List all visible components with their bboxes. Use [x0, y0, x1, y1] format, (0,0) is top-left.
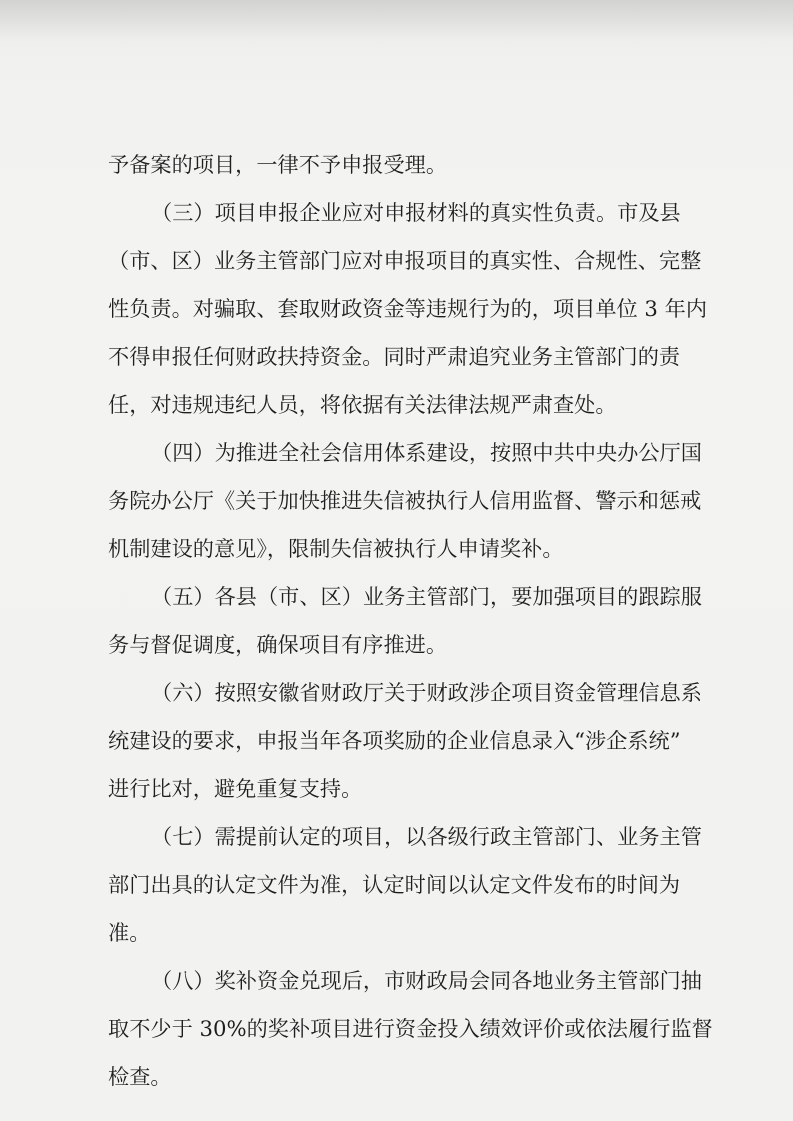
paragraph-line: 机制建设的意见》，限制失信被执行人申请奖补。	[108, 536, 564, 561]
paragraph-line: 检查。	[108, 1064, 172, 1089]
paragraph-line: （六）按照安徽省财政厅关于财政涉企项目资金管理信息系	[151, 680, 702, 705]
paragraph-line: （三）项目申报企业应对申报材料的真实性负责。市及县	[151, 200, 681, 225]
paragraph-line: 部门出具的认定文件为准，认定时间以认定文件发布的时间为	[108, 872, 681, 897]
paragraph-line: （八）奖补资金兑现后，市财政局会同各地业务主管部门抽	[151, 968, 702, 993]
paragraph-line: 务院办公厅《关于加快推进失信被执行人信用监督、警示和惩戒	[108, 488, 702, 513]
paragraph-line: 进行比对，避免重复支持。	[108, 776, 363, 801]
paragraph-line: 不得申报任何财政扶持资金。同时严肃追究业务主管部门的责	[108, 344, 681, 369]
paragraph-line: 准。	[108, 920, 151, 945]
paragraph-line: 统建设的要求，申报当年各项奖励的企业信息录入“涉企系统”	[108, 728, 681, 753]
paragraph-line: （市、区）业务主管部门应对申报项目的真实性、合规性、完整	[108, 248, 702, 273]
paragraph-line: 予备案的项目，一律不予申报受理。	[108, 152, 448, 177]
paragraph-line: 取不少于 30%的奖补项目进行资金投入绩效评价或依法履行监督	[108, 1016, 713, 1041]
paragraph-line: 性负责。对骗取、套取财政资金等违规行为的，项目单位 3 年内	[108, 296, 708, 321]
paragraph-line: （四）为推进全社会信用体系建设，按照中共中央办公厅国	[151, 440, 702, 465]
paragraph-line: （五）各县（市、区）业务主管部门，要加强项目的跟踪服	[151, 584, 702, 609]
scan-shadow	[0, 0, 793, 40]
paragraph-line: 任，对违规违纪人员，将依据有关法律法规严肃查处。	[108, 392, 617, 417]
paragraph-line: （七）需提前认定的项目，以各级行政主管部门、业务主管	[151, 824, 702, 849]
paragraph-line: 务与督促调度，确保项目有序推进。	[108, 632, 448, 657]
